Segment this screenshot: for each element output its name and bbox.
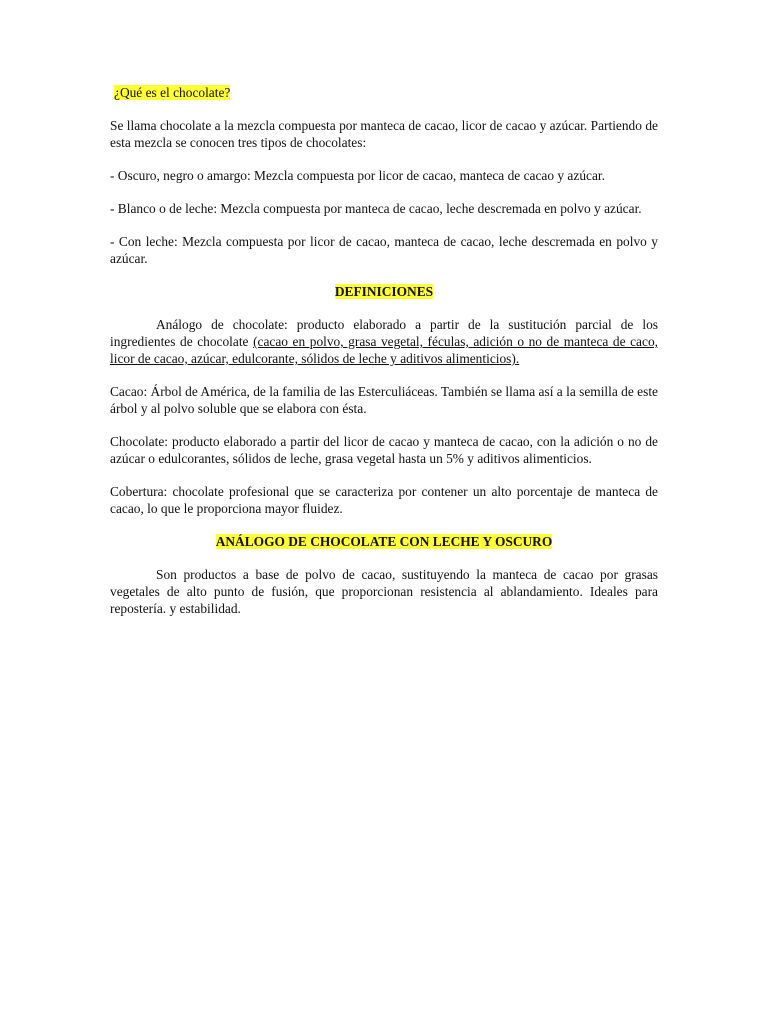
document-page [110, 84, 658, 633]
question-line [114, 84, 658, 101]
cobertura-definition: Cobertura: chocolate profesional que se caracteriza por contener un alto porcentaje de manteca de cacao, lo que le proporciona mayor fluidez. [110, 484, 658, 516]
definitions-heading: DEFINICIONES [334, 284, 434, 299]
analogo-heading-line [110, 533, 658, 550]
cacao-definition: Cacao: Árbol de América, de la familia de las Esterculiáceas. También se llama así a la semilla de este árbol y al polvo soluble que se elabora con ésta. [110, 384, 658, 416]
question-highlight: ¿Qué es el chocolate? [114, 85, 231, 100]
intro-paragraph: Se llama chocolate a la mezcla compuesta por manteca de cacao, licor de cacao y azúcar. Partiendo de esta mezcla se conocen tres tipos de chocolates: [110, 118, 658, 150]
analogo-definition-ingredients: (cacao en polvo, grasa vegetal, féculas, adición o no de manteca de caco, licor de cacao, azúcar, edulcorante, sólidos de leche y aditivos alimenticios). [110, 334, 658, 366]
chocolate-definition: Chocolate: producto elaborado a partir del licor de cacao y manteca de cacao, con la adición o no de azúcar o edulcorantes, sólidos de leche, grasa vegetal hasta un 5% y aditivos alimenticios. [110, 434, 658, 466]
analogo-heading: ANÁLOGO DE CHOCOLATE CON LECHE Y OSCURO [215, 534, 553, 549]
analogo-definition [110, 316, 658, 367]
type-oscuro: - Oscuro, negro o amargo: Mezcla compuesta por licor de cacao, manteca de cacao y azúcar. [110, 168, 605, 183]
analogo-definition-lead: Análogo de chocolate: producto elaborado a partir de la sustitución parcial de los ingredientes de chocolate [110, 317, 658, 349]
type-con-leche: - Con leche: Mezcla compuesta por licor de cacao, manteca de cacao, leche descremada en polvo y azúcar. [110, 234, 658, 266]
type-blanco: - Blanco o de leche: Mezcla compuesta por manteca de cacao, leche descremada en polvo y azúcar. [110, 201, 642, 216]
definitions-heading-line [110, 283, 658, 300]
analogo-paragraph: Son productos a base de polvo de cacao, sustituyendo la manteca de cacao por grasas vegetales de alto punto de fusión, que proporcionan resistencia al ablandamiento. Ideales para repostería. y estabilidad. [110, 567, 658, 616]
